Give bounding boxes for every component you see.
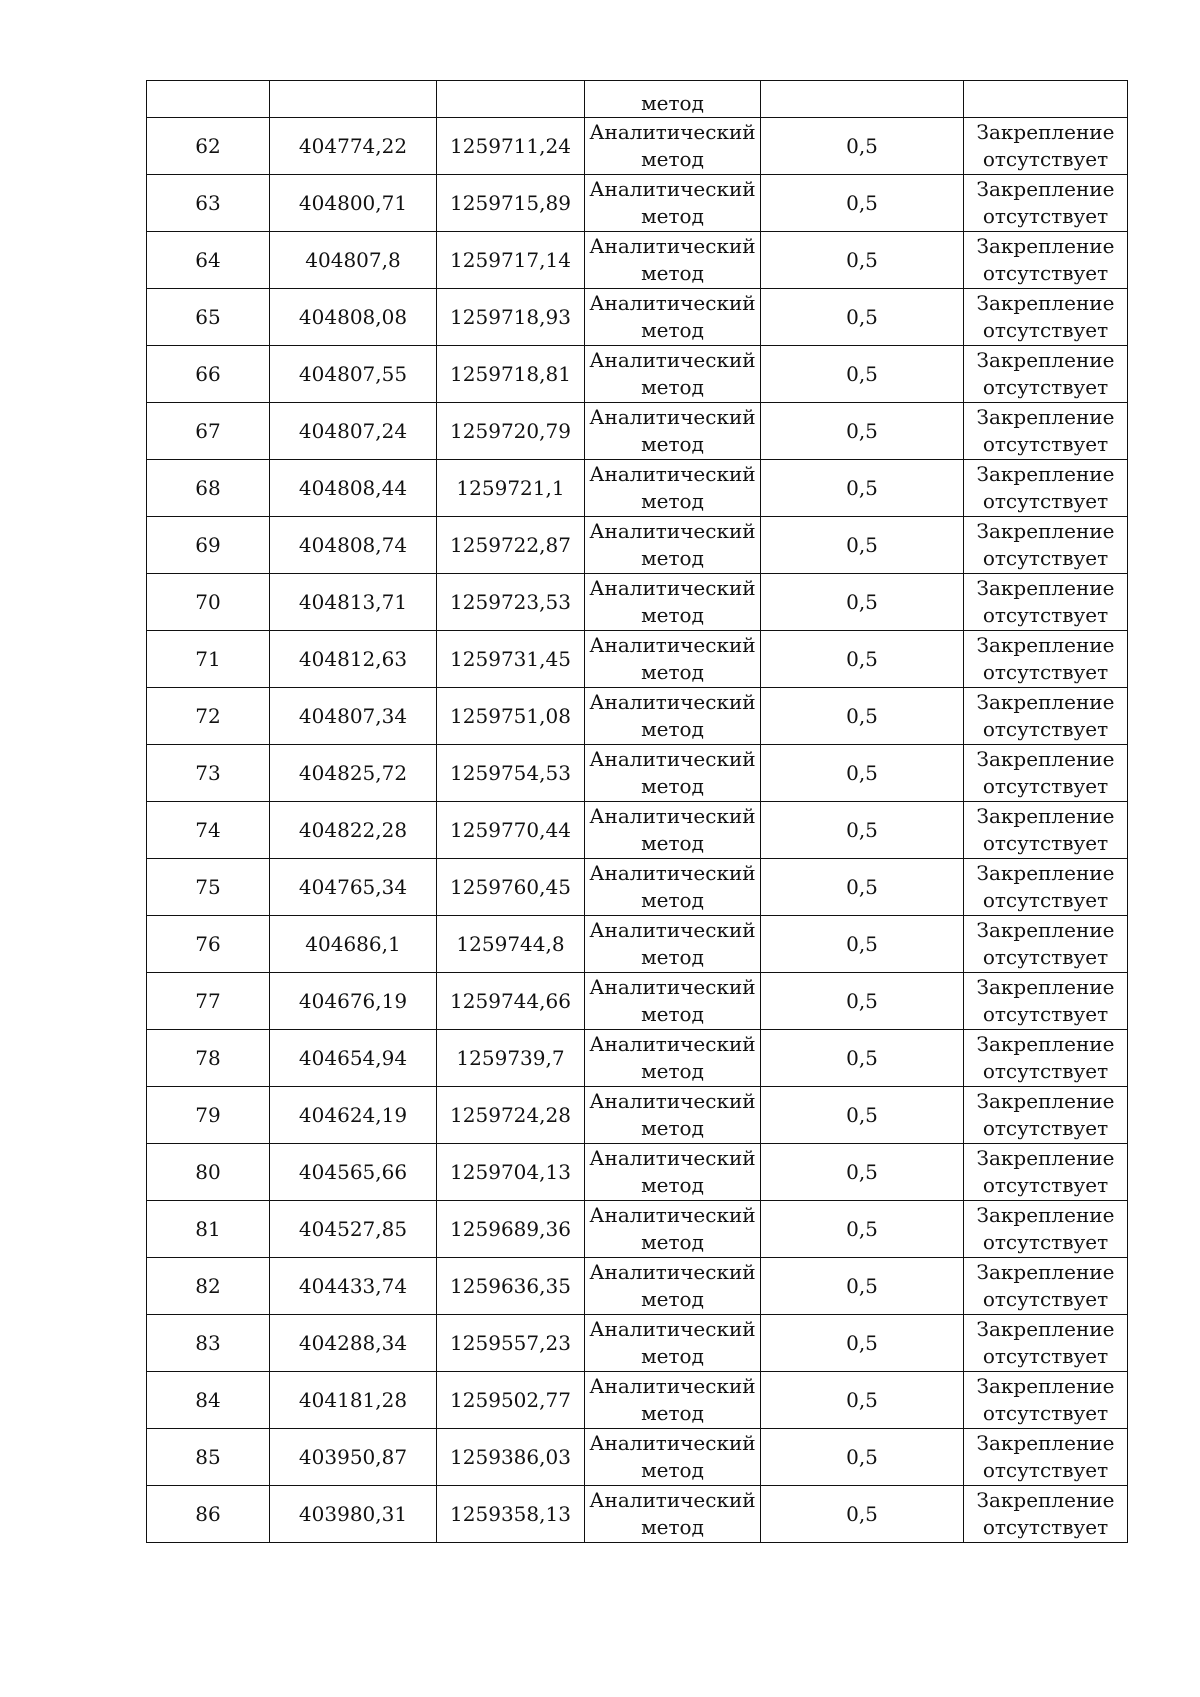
cell-method-line2: метод (641, 1515, 704, 1539)
cell-x: 404813,71 (270, 574, 437, 631)
cell-fixing-line1: Закрепление (976, 1146, 1115, 1170)
table-row (147, 1372, 1128, 1429)
cell-fixing-line1: Закрепление (976, 348, 1115, 372)
table-row (147, 1258, 1128, 1315)
cell-fixing-line2: отсутствует (982, 1287, 1109, 1311)
cell-fixing-line1: Закрепление (976, 1203, 1115, 1227)
cell-x: 404808,44 (270, 460, 437, 517)
cell-method-line1: Аналитический (589, 177, 756, 201)
cell-method (585, 1030, 761, 1087)
cell-method-line1: Аналитический (589, 861, 756, 885)
cell-point-number: 65 (147, 289, 270, 346)
cell-y: 1259704,13 (437, 1144, 585, 1201)
cell-point-number: 67 (147, 403, 270, 460)
cell-point-number: 77 (147, 973, 270, 1030)
cell-method-line2: метод (641, 375, 704, 399)
cell-error: 0,5 (761, 916, 964, 973)
table-row (147, 517, 1128, 574)
cell-point-number: 74 (147, 802, 270, 859)
cell-fixing-line2: отсутствует (982, 1230, 1109, 1254)
cell-fixing-line2: отсутствует (982, 1002, 1109, 1026)
cell-point-number: 73 (147, 745, 270, 802)
cell-point-number: 85 (147, 1429, 270, 1486)
cell-method (585, 802, 761, 859)
cell-fixing-line1: Закрепление (976, 861, 1115, 885)
cell-fixing (964, 859, 1128, 916)
cell-error: 0,5 (761, 289, 964, 346)
cell-fixing-line2: отсутствует (982, 774, 1109, 798)
cell-fixing (964, 745, 1128, 802)
cell-fixing-line2: отсутствует (982, 1401, 1109, 1425)
cell-method (585, 118, 761, 175)
cell-point-number: 68 (147, 460, 270, 517)
cell-fixing-line2: отсутствует (982, 888, 1109, 912)
cell-method (585, 175, 761, 232)
cell-x: 404807,34 (270, 688, 437, 745)
cell-fixing (964, 1087, 1128, 1144)
cell-x: 404812,63 (270, 631, 437, 688)
cell-method-line1: Аналитический (589, 1374, 756, 1398)
cell-y: 1259744,66 (437, 973, 585, 1030)
cell-method-line2: метод (641, 831, 704, 855)
cell-fixing-line2: отсутствует (982, 546, 1109, 570)
cell-method-line2: метод (641, 1344, 704, 1368)
cell-method-line2: метод (641, 1173, 704, 1197)
cell-y: 1259386,03 (437, 1429, 585, 1486)
cell-x: 404774,22 (270, 118, 437, 175)
cell-x: 404288,34 (270, 1315, 437, 1372)
cell-point-number: 83 (147, 1315, 270, 1372)
cell-fixing-line1: Закрепление (976, 576, 1115, 600)
cell-fixing-line1: Закрепление (976, 177, 1115, 201)
cell-x: 404654,94 (270, 1030, 437, 1087)
cell-fixing-line2: отсутствует (982, 489, 1109, 513)
cell-fixing (964, 1030, 1128, 1087)
table-row (147, 1030, 1128, 1087)
cell-point-number: 84 (147, 1372, 270, 1429)
cell-fixing-line2: отсутствует (982, 1059, 1109, 1083)
table-row (147, 574, 1128, 631)
cell-y: 1259744,8 (437, 916, 585, 973)
cell-fixing-line1: Закрепление (976, 1089, 1115, 1113)
cell-x: 404822,28 (270, 802, 437, 859)
cell-method-line2: метод (641, 204, 704, 228)
cell-x: 404807,8 (270, 232, 437, 289)
cell-x: 404686,1 (270, 916, 437, 973)
cell-method-line1: Аналитический (589, 234, 756, 258)
cell-error: 0,5 (761, 460, 964, 517)
cell-point-number: 71 (147, 631, 270, 688)
cell-fixing-line1: Закрепление (976, 804, 1115, 828)
cell-error: 0,5 (761, 1258, 964, 1315)
cell-error: 0,5 (761, 745, 964, 802)
cell-method (585, 1315, 761, 1372)
cell-fixing-line2: отсутствует (982, 717, 1109, 741)
cell-method-line2: метод (641, 432, 704, 456)
cell-method-line2: метод (641, 318, 704, 342)
cell-fixing (964, 1486, 1128, 1543)
table-row (147, 346, 1128, 403)
cell-method (585, 1201, 761, 1258)
cell-error: 0,5 (761, 175, 964, 232)
cell-fixing-line2: отсутствует (982, 1344, 1109, 1368)
cell-y: 1259718,93 (437, 289, 585, 346)
cell-error: 0,5 (761, 1030, 964, 1087)
cell-method-line1: Аналитический (589, 462, 756, 486)
cell-y: 1259689,36 (437, 1201, 585, 1258)
cell-fixing-line1: Закрепление (976, 291, 1115, 315)
cell-error: 0,5 (761, 517, 964, 574)
table-row (147, 859, 1128, 916)
cell-error: 0,5 (761, 973, 964, 1030)
cell-fixing-line2: отсутствует (982, 1515, 1109, 1539)
cell-y: 1259722,87 (437, 517, 585, 574)
cell-y: 1259636,35 (437, 1258, 585, 1315)
cell-fixing-line2: отсутствует (982, 261, 1109, 285)
cell-method (585, 745, 761, 802)
cell-point-number (147, 81, 270, 118)
cell-y: 1259724,28 (437, 1087, 585, 1144)
cell-fixing-line2: отсутствует (982, 831, 1109, 855)
cell-fixing (964, 631, 1128, 688)
cell-method (585, 973, 761, 1030)
cell-error: 0,5 (761, 802, 964, 859)
cell-fixing-line2: отсутствует (982, 147, 1109, 171)
table-row (147, 1315, 1128, 1372)
cell-x: 403980,31 (270, 1486, 437, 1543)
cell-x: 404624,19 (270, 1087, 437, 1144)
cell-method (585, 1087, 761, 1144)
cell-method (585, 403, 761, 460)
table-row (147, 403, 1128, 460)
cell-method-line2: метод (641, 717, 704, 741)
cell-x: 403950,87 (270, 1429, 437, 1486)
cell-method (585, 346, 761, 403)
cell-fixing-line1: Закрепление (976, 918, 1115, 942)
cell-method-line2: метод (641, 546, 704, 570)
cell-y: 1259731,45 (437, 631, 585, 688)
cell-method (585, 1258, 761, 1315)
cell-point-number: 86 (147, 1486, 270, 1543)
continuation-row (147, 81, 1128, 118)
cell-method (585, 574, 761, 631)
cell-point-number: 66 (147, 346, 270, 403)
table-row (147, 175, 1128, 232)
cell-fixing-line1: Закрепление (976, 120, 1115, 144)
cell-x: 404181,28 (270, 1372, 437, 1429)
cell-fixing-line1: Закрепление (976, 462, 1115, 486)
cell-error: 0,5 (761, 1201, 964, 1258)
cell-method (585, 232, 761, 289)
cell-method (585, 688, 761, 745)
table-row (147, 631, 1128, 688)
cell-y: 1259720,79 (437, 403, 585, 460)
cell-method (585, 916, 761, 973)
cell-error: 0,5 (761, 574, 964, 631)
cell-fixing (964, 802, 1128, 859)
table-row (147, 973, 1128, 1030)
cell-fixing (964, 232, 1128, 289)
cell-method (585, 289, 761, 346)
cell-y: 1259723,53 (437, 574, 585, 631)
cell-fixing-line1: Закрепление (976, 1032, 1115, 1056)
cell-method-line2: метод (641, 1401, 704, 1425)
table-row (147, 688, 1128, 745)
cell-y: 1259754,53 (437, 745, 585, 802)
cell-y: 1259557,23 (437, 1315, 585, 1372)
cell-method-line2: метод (641, 1458, 704, 1482)
cell-y: 1259715,89 (437, 175, 585, 232)
cell-error: 0,5 (761, 403, 964, 460)
cell-method-line2: метод (641, 945, 704, 969)
cell-method-line1: Аналитический (589, 519, 756, 543)
cell-fixing (964, 916, 1128, 973)
cell-fixing (964, 688, 1128, 745)
cell-error: 0,5 (761, 1486, 964, 1543)
cell-method (585, 517, 761, 574)
cell-fixing-line1: Закрепление (976, 1374, 1115, 1398)
cell-x: 404565,66 (270, 1144, 437, 1201)
cell-fixing-line2: отсутствует (982, 1458, 1109, 1482)
cell-x: 404808,08 (270, 289, 437, 346)
cell-method-line2: метод (641, 1059, 704, 1083)
cell-fixing (964, 1201, 1128, 1258)
cell-y: 1259770,44 (437, 802, 585, 859)
table-row (147, 1486, 1128, 1543)
cell-error: 0,5 (761, 859, 964, 916)
cell-fixing-line1: Закрепление (976, 1488, 1115, 1512)
cell-point-number: 62 (147, 118, 270, 175)
cell-method-line1: Аналитический (589, 1431, 756, 1455)
cell-fixing-line1: Закрепление (976, 405, 1115, 429)
cell-method (585, 859, 761, 916)
cell-fixing (964, 1429, 1128, 1486)
cell-method-line1: Аналитический (589, 1146, 756, 1170)
cell-fixing-line1: Закрепление (976, 234, 1115, 258)
cell-error: 0,5 (761, 1315, 964, 1372)
cell-fixing-line1: Закрепление (976, 747, 1115, 771)
cell-method-line2: метод (641, 1230, 704, 1254)
cell-fixing (964, 81, 1128, 118)
cell-fixing-line2: отсутствует (982, 1116, 1109, 1140)
cell-fixing (964, 1144, 1128, 1201)
coordinates-table (146, 80, 1128, 1543)
cell-fixing (964, 403, 1128, 460)
cell-error: 0,5 (761, 1144, 964, 1201)
cell-y: 1259760,45 (437, 859, 585, 916)
cell-method-line2: метод (641, 774, 704, 798)
cell-x: 404825,72 (270, 745, 437, 802)
cell-point-number: 64 (147, 232, 270, 289)
cell-x (270, 81, 437, 118)
cell-x: 404808,74 (270, 517, 437, 574)
table-row (147, 118, 1128, 175)
cell-method-line1: Аналитический (589, 690, 756, 714)
cell-fixing-line1: Закрепление (976, 975, 1115, 999)
cell-y (437, 81, 585, 118)
cell-x: 404807,55 (270, 346, 437, 403)
cell-method-line1: Аналитический (589, 918, 756, 942)
cell-error: 0,5 (761, 1087, 964, 1144)
cell-method-line1: Аналитический (589, 1260, 756, 1284)
cell-error: 0,5 (761, 631, 964, 688)
cell-method-line2: метод (641, 888, 704, 912)
cell-fixing-line2: отсутствует (982, 375, 1109, 399)
cell-method (585, 1429, 761, 1486)
cell-error: 0,5 (761, 232, 964, 289)
cell-fixing-line2: отсутствует (982, 432, 1109, 456)
cell-fixing-line1: Закрепление (976, 690, 1115, 714)
cell-fixing-line2: отсутствует (982, 945, 1109, 969)
cell-point-number: 78 (147, 1030, 270, 1087)
cell-method-line1: Аналитический (589, 405, 756, 429)
cell-fixing (964, 460, 1128, 517)
cell-method-line1: Аналитический (589, 1032, 756, 1056)
cell-x: 404527,85 (270, 1201, 437, 1258)
cell-point-number: 72 (147, 688, 270, 745)
cell-error: 0,5 (761, 346, 964, 403)
cell-point-number: 63 (147, 175, 270, 232)
cell-y: 1259739,7 (437, 1030, 585, 1087)
cell-fixing (964, 346, 1128, 403)
cell-x: 404765,34 (270, 859, 437, 916)
cell-method-line1: Аналитический (589, 1089, 756, 1113)
cell-method-line2: метод (641, 489, 704, 513)
cell-method-line2: метод (641, 261, 704, 285)
cell-fixing-line1: Закрепление (976, 1431, 1115, 1455)
cell-method-line2: метод (641, 1002, 704, 1026)
cell-x: 404800,71 (270, 175, 437, 232)
cell-point-number: 69 (147, 517, 270, 574)
cell-method (585, 1144, 761, 1201)
table-row (147, 460, 1128, 517)
table-row (147, 232, 1128, 289)
cell-fixing-line1: Закрепление (976, 633, 1115, 657)
cell-method-line2: метод (641, 603, 704, 627)
cell-y: 1259711,24 (437, 118, 585, 175)
cell-y: 1259718,81 (437, 346, 585, 403)
cell-method-continuation: метод (585, 81, 761, 118)
cell-method-line1: Аналитический (589, 120, 756, 144)
cell-method-line1: Аналитический (589, 975, 756, 999)
cell-method-line2: метод (641, 1116, 704, 1140)
cell-method (585, 460, 761, 517)
cell-fixing-line2: отсутствует (982, 204, 1109, 228)
cell-x: 404807,24 (270, 403, 437, 460)
cell-fixing (964, 1258, 1128, 1315)
cell-point-number: 76 (147, 916, 270, 973)
cell-error (761, 81, 964, 118)
cell-y: 1259717,14 (437, 232, 585, 289)
cell-method-line1: Аналитический (589, 804, 756, 828)
cell-method-line1: Аналитический (589, 1488, 756, 1512)
cell-method-line1: Аналитический (589, 576, 756, 600)
cell-fixing (964, 1372, 1128, 1429)
cell-y: 1259721,1 (437, 460, 585, 517)
cell-fixing-line2: отсутствует (982, 318, 1109, 342)
cell-fixing (964, 175, 1128, 232)
cell-x: 404676,19 (270, 973, 437, 1030)
cell-error: 0,5 (761, 688, 964, 745)
cell-method-line1: Аналитический (589, 633, 756, 657)
table-row (147, 802, 1128, 859)
cell-fixing (964, 1315, 1128, 1372)
cell-fixing-line2: отсутствует (982, 603, 1109, 627)
cell-method-line1: Аналитический (589, 348, 756, 372)
cell-point-number: 75 (147, 859, 270, 916)
table-row (147, 1201, 1128, 1258)
cell-error: 0,5 (761, 118, 964, 175)
cell-point-number: 70 (147, 574, 270, 631)
table-row (147, 1144, 1128, 1201)
cell-fixing (964, 517, 1128, 574)
cell-method-line1: Аналитический (589, 1203, 756, 1227)
cell-fixing-line1: Закрепление (976, 519, 1115, 543)
cell-method (585, 1372, 761, 1429)
cell-error: 0,5 (761, 1429, 964, 1486)
cell-x: 404433,74 (270, 1258, 437, 1315)
cell-error: 0,5 (761, 1372, 964, 1429)
table-row (147, 916, 1128, 973)
table-body (147, 81, 1128, 1543)
cell-point-number: 82 (147, 1258, 270, 1315)
cell-method-line2: метод (641, 147, 704, 171)
cell-y: 1259502,77 (437, 1372, 585, 1429)
cell-fixing-line2: отсутствует (982, 660, 1109, 684)
cell-y: 1259358,13 (437, 1486, 585, 1543)
cell-fixing (964, 118, 1128, 175)
cell-fixing (964, 574, 1128, 631)
cell-method (585, 631, 761, 688)
cell-method-line1: Аналитический (589, 1317, 756, 1341)
cell-method-line1: Аналитический (589, 291, 756, 315)
cell-fixing-line1: Закрепление (976, 1317, 1115, 1341)
table-row (147, 1087, 1128, 1144)
cell-y: 1259751,08 (437, 688, 585, 745)
table-row (147, 289, 1128, 346)
cell-fixing (964, 289, 1128, 346)
table-row (147, 745, 1128, 802)
cell-point-number: 81 (147, 1201, 270, 1258)
cell-method-line2: метод (641, 660, 704, 684)
cell-fixing-line1: Закрепление (976, 1260, 1115, 1284)
cell-fixing (964, 973, 1128, 1030)
cell-point-number: 80 (147, 1144, 270, 1201)
cell-point-number: 79 (147, 1087, 270, 1144)
cell-method-line2: метод (641, 1287, 704, 1311)
cell-method (585, 1486, 761, 1543)
table-row (147, 1429, 1128, 1486)
cell-method-line1: Аналитический (589, 747, 756, 771)
cell-fixing-line2: отсутствует (982, 1173, 1109, 1197)
